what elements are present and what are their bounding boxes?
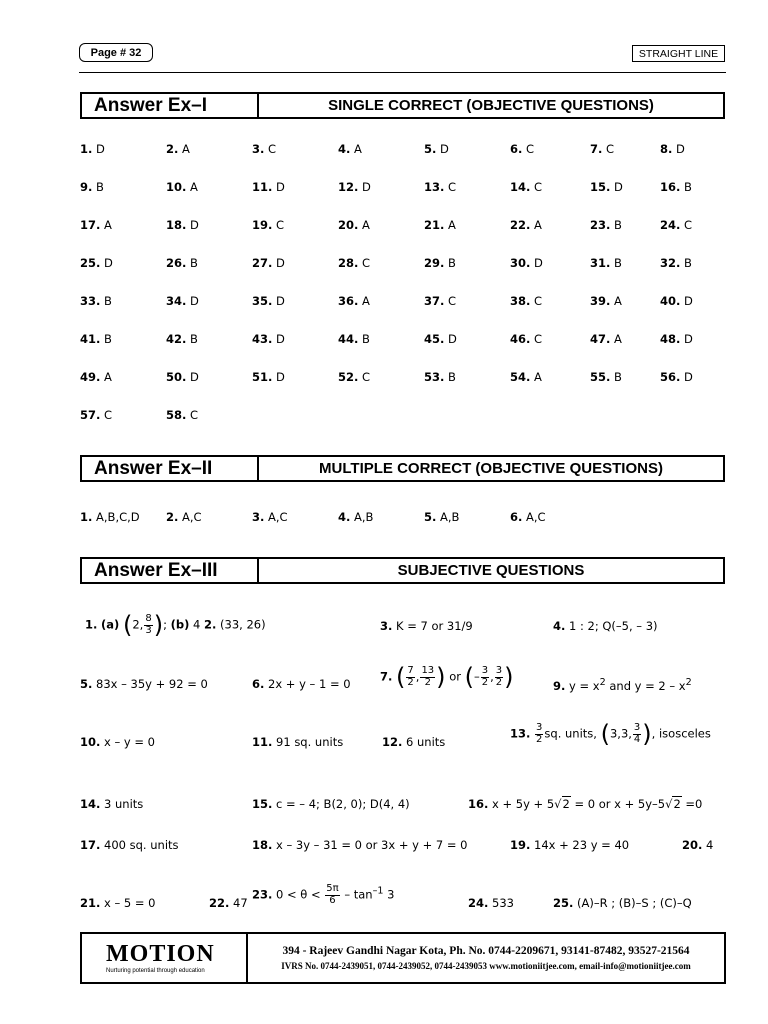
- answer-value: A: [614, 294, 622, 308]
- question-number: 44.: [338, 332, 359, 346]
- answer-item: [424, 332, 457, 346]
- answer-item: [510, 218, 542, 232]
- answer-item: [252, 142, 276, 156]
- answer-item: [80, 332, 112, 346]
- page-number-badge: Page # 32: [79, 43, 153, 62]
- answer-item: [510, 370, 542, 384]
- answer-item: [510, 510, 546, 524]
- answer-value: A: [354, 142, 362, 156]
- answer-value: D: [534, 256, 543, 270]
- answer-value: B: [362, 332, 370, 346]
- section-subtitle: SUBJECTIVE QUESTIONS: [397, 562, 585, 579]
- answer-value: A: [182, 142, 190, 156]
- question-number: 33.: [80, 294, 101, 308]
- answer-value: A,C: [182, 510, 202, 524]
- question-number: 6.: [510, 510, 523, 524]
- answer-value: B: [614, 218, 622, 232]
- question-number: 1.: [80, 510, 93, 524]
- question-number: 14.: [510, 180, 531, 194]
- answer-value: C: [276, 218, 285, 232]
- answer-value: D: [676, 142, 685, 156]
- answer-item: [80, 256, 113, 270]
- question-number: 1.: [80, 142, 93, 156]
- question-number: 49.: [80, 370, 101, 384]
- answer-item: [166, 332, 198, 346]
- motion-logo: [82, 934, 248, 982]
- answer-item: [590, 256, 622, 270]
- answer-item: [424, 370, 456, 384]
- section-subtitle: SINGLE CORRECT (OBJECTIVE QUESTIONS): [328, 97, 654, 114]
- answer-item: [166, 142, 190, 156]
- answer-item: [660, 142, 685, 156]
- question-number: 19.: [252, 218, 273, 232]
- ex3-answer-9: 9. $y = x^2$ and $y = 2 - x^2$: [553, 677, 692, 693]
- question-number: 27.: [252, 256, 273, 270]
- answer-value: D: [440, 142, 449, 156]
- answer-value: D: [362, 180, 371, 194]
- header-divider: [79, 72, 726, 73]
- answer-item: [510, 142, 534, 156]
- logo-tagline: Nurturing potential through education: [106, 968, 205, 974]
- question-number: 45.: [424, 332, 445, 346]
- answer-value: D: [614, 180, 623, 194]
- ex3-answer-10: 10. x – y = 0: [80, 735, 155, 749]
- question-number: 10.: [166, 180, 187, 194]
- answer-value: D: [276, 370, 285, 384]
- answer-item: [660, 180, 692, 194]
- answer-value: D: [684, 332, 693, 346]
- ex3-answer-7: 7. ( $\frac{7}{2}$ , $\frac{13}{2}$ ) or (– $\frac{3}{2}$ , $\frac{3}{2}$ ): [380, 663, 514, 691]
- ex3-answer-12: 12. 6 units: [382, 735, 446, 749]
- answer-item: [424, 510, 459, 524]
- ex3-answer-16: 16. x + 5y + 5√2 = 0 or x + 5y–5√2 =0: [468, 797, 703, 811]
- question-number: 21.: [424, 218, 445, 232]
- answer-item: [80, 142, 105, 156]
- answer-value: D: [96, 142, 105, 156]
- question-number: 4.: [338, 510, 351, 524]
- answer-value: A,B,C,D: [96, 510, 140, 524]
- question-number: 3.: [252, 510, 265, 524]
- answer-value: B: [190, 256, 198, 270]
- answer-item: [80, 294, 112, 308]
- answer-value: C: [362, 370, 371, 384]
- answer-value: D: [276, 256, 285, 270]
- answer-value: C: [606, 142, 615, 156]
- answer-item: [252, 332, 285, 346]
- answer-item: [590, 332, 622, 346]
- question-number: 2.: [166, 510, 179, 524]
- question-number: 46.: [510, 332, 531, 346]
- answer-value: C: [104, 408, 113, 422]
- answer-item: [252, 218, 284, 232]
- question-number: 6.: [510, 142, 523, 156]
- question-number: 15.: [590, 180, 611, 194]
- answer-value: C: [448, 294, 457, 308]
- answer-value: D: [684, 294, 693, 308]
- ex3-answer-19: 19. 14x + 23 y = 40: [510, 838, 630, 852]
- answer-value: A: [104, 218, 112, 232]
- answer-value: D: [276, 180, 285, 194]
- answer-item: [80, 218, 112, 232]
- question-number: 40.: [660, 294, 681, 308]
- question-number: 50.: [166, 370, 187, 384]
- answer-value: D: [104, 256, 113, 270]
- section-subtitle: MULTIPLE CORRECT (OBJECTIVE QUESTIONS): [319, 460, 663, 477]
- ex3-answer-18: 18. x – 3y – 31 = 0 or 3x + y + 7 = 0: [252, 838, 468, 852]
- answer-item: [166, 256, 198, 270]
- ex3-answer-6: 6. 2x + y – 1 = 0: [252, 677, 351, 691]
- answer-item: [510, 180, 542, 194]
- ex3-answer-5: 5. 83x – 35y + 92 = 0: [80, 677, 208, 691]
- answer-value: D: [190, 294, 199, 308]
- answer-value: C: [534, 332, 543, 346]
- answer-value: B: [684, 256, 692, 270]
- answer-item: [166, 408, 198, 422]
- answer-item: [660, 256, 692, 270]
- question-number: 43.: [252, 332, 273, 346]
- answer-value: D: [276, 294, 285, 308]
- answer-item: [338, 180, 371, 194]
- answer-item: [338, 218, 370, 232]
- question-number: 56.: [660, 370, 681, 384]
- answer-item: [510, 294, 542, 308]
- answer-value: A: [362, 218, 370, 232]
- question-number: 32.: [660, 256, 681, 270]
- question-number: 54.: [510, 370, 531, 384]
- answer-item: [590, 142, 614, 156]
- question-number: 48.: [660, 332, 681, 346]
- answer-value: B: [96, 180, 104, 194]
- answer-item: [252, 294, 285, 308]
- question-number: 22.: [510, 218, 531, 232]
- section-header-ex1: [80, 92, 725, 119]
- answer-value: B: [614, 370, 622, 384]
- question-number: 42.: [166, 332, 187, 346]
- section-header-ex3: [80, 557, 725, 584]
- answer-value: D: [190, 218, 199, 232]
- footer-contacts: IVRS No. 0744-2439051, 0744-2439052, 0744-2439053 www.motioniitjee.com, email-info@motioniitjee.com: [281, 961, 691, 971]
- ex3-answer-17: 17. 400 sq. units: [80, 838, 179, 852]
- question-number: 18.: [166, 218, 187, 232]
- question-number: 13.: [424, 180, 445, 194]
- answer-item: [338, 142, 362, 156]
- ex3-answer-15: 15. c = – 4; B(2, 0); D(4, 4): [252, 797, 410, 811]
- answer-value: B: [448, 256, 456, 270]
- answer-item: [80, 370, 112, 384]
- ex3-answer-4: 4. 1 : 2; Q(–5, – 3): [553, 619, 658, 633]
- answer-item: [424, 294, 456, 308]
- answer-item: [252, 256, 285, 270]
- ex3-answer-14: 14. 3 units: [80, 797, 144, 811]
- question-number: 11.: [252, 180, 273, 194]
- answer-value: C: [534, 294, 543, 308]
- answer-item: [590, 218, 622, 232]
- answer-value: A,C: [268, 510, 288, 524]
- answer-value: D: [190, 370, 199, 384]
- answer-value: A: [534, 218, 542, 232]
- question-number: 2.: [166, 142, 179, 156]
- ex3-answer-24: 24. 533: [468, 896, 514, 910]
- question-number: 29.: [424, 256, 445, 270]
- question-number: 16.: [660, 180, 681, 194]
- answer-value: A: [104, 370, 112, 384]
- answer-value: C: [268, 142, 277, 156]
- question-number: 5.: [424, 510, 437, 524]
- answer-item: [80, 180, 104, 194]
- question-number: 34.: [166, 294, 187, 308]
- answer-value: D: [276, 332, 285, 346]
- ex3-answer-23: 23. 0 < θ < $\frac{5\pi}{6}$ – $\tan^{-1} 3$: [252, 883, 395, 906]
- answer-value: D: [684, 370, 693, 384]
- answer-value: A: [534, 370, 542, 384]
- ex3-answer-21: 21. x – 5 = 0: [80, 896, 156, 910]
- question-number: 28.: [338, 256, 359, 270]
- question-number: 5.: [424, 142, 437, 156]
- question-number: 41.: [80, 332, 101, 346]
- question-number: 12.: [338, 180, 359, 194]
- answer-value: C: [526, 142, 535, 156]
- ex3-answer-22: 22. 47: [209, 896, 248, 910]
- chapter-title-badge: STRAIGHT LINE: [632, 45, 725, 62]
- answer-item: [510, 256, 543, 270]
- answer-item: [424, 218, 456, 232]
- question-number: 7.: [590, 142, 603, 156]
- logo-wordmark: MOTION: [106, 941, 215, 967]
- question-number: 58.: [166, 408, 187, 422]
- answer-item: [252, 180, 285, 194]
- answer-value: A,B: [440, 510, 460, 524]
- answer-value: C: [448, 180, 457, 194]
- answer-value: C: [534, 180, 543, 194]
- question-number: 52.: [338, 370, 359, 384]
- answer-item: [590, 294, 622, 308]
- answer-item: [80, 408, 112, 422]
- question-number: 53.: [424, 370, 445, 384]
- answer-value: B: [614, 256, 622, 270]
- question-number: 8.: [660, 142, 673, 156]
- section-title: Answer Ex–II: [82, 457, 259, 480]
- section-title: Answer Ex–I: [82, 94, 259, 117]
- answer-item: [660, 294, 693, 308]
- answer-value: A,B: [354, 510, 374, 524]
- answer-item: [660, 332, 693, 346]
- question-number: 51.: [252, 370, 273, 384]
- ex3-answer-3: 3. K = 7 or 31/9: [380, 619, 473, 633]
- question-number: 24.: [660, 218, 681, 232]
- question-number: 30.: [510, 256, 531, 270]
- ex3-answer-25: 25. (A)–R ; (B)–S ; (C)–Q: [553, 896, 692, 910]
- question-number: 55.: [590, 370, 611, 384]
- answer-item: [590, 180, 623, 194]
- question-number: 26.: [166, 256, 187, 270]
- section-header-ex2: [80, 455, 725, 482]
- answer-item: [338, 332, 370, 346]
- answer-item: [338, 294, 370, 308]
- answer-value: A,C: [526, 510, 546, 524]
- answer-value: D: [448, 332, 457, 346]
- question-number: 3.: [252, 142, 265, 156]
- answer-item: [166, 180, 198, 194]
- answer-item: [252, 510, 288, 524]
- answer-value: A: [614, 332, 622, 346]
- answer-item: [166, 218, 199, 232]
- question-number: 39.: [590, 294, 611, 308]
- question-number: 35.: [252, 294, 273, 308]
- answer-value: C: [684, 218, 693, 232]
- answer-value: B: [190, 332, 198, 346]
- answer-item: [590, 370, 622, 384]
- answer-item: [660, 218, 692, 232]
- question-number: 17.: [80, 218, 101, 232]
- question-number: 47.: [590, 332, 611, 346]
- answer-value: C: [362, 256, 371, 270]
- answer-value: A: [448, 218, 456, 232]
- answer-value: A: [362, 294, 370, 308]
- answer-item: [166, 510, 202, 524]
- answer-item: [338, 256, 370, 270]
- answer-value: B: [104, 294, 112, 308]
- section-title: Answer Ex–III: [82, 559, 259, 582]
- answer-item: [424, 256, 456, 270]
- question-number: 31.: [590, 256, 611, 270]
- question-number: 20.: [338, 218, 359, 232]
- answer-value: A: [190, 180, 198, 194]
- ex3-answer-1: 1. (a) (2, $\frac{8}{3}$ ); (b) 4 2. (33, 26): [85, 611, 266, 639]
- answer-item: [660, 370, 693, 384]
- answer-value: B: [448, 370, 456, 384]
- question-number: 25.: [80, 256, 101, 270]
- ex3-answer-11: 11. 91 sq. units: [252, 735, 344, 749]
- ex3-answer-20: 20. 4: [682, 838, 714, 852]
- question-number: 57.: [80, 408, 101, 422]
- answer-value: C: [190, 408, 199, 422]
- answer-item: [166, 294, 199, 308]
- answer-item: [424, 180, 456, 194]
- answer-value: B: [684, 180, 692, 194]
- answer-item: [80, 510, 140, 524]
- question-number: 4.: [338, 142, 351, 156]
- ex3-answer-13: 13. $\frac{3}{2}$ sq. units, (3,3, $\frac{3}{4}$ ), isosceles: [510, 720, 711, 748]
- footer-banner: [80, 932, 726, 984]
- answer-item: [424, 142, 449, 156]
- answer-value: B: [104, 332, 112, 346]
- answer-item: [338, 510, 373, 524]
- question-number: 37.: [424, 294, 445, 308]
- answer-item: [252, 370, 285, 384]
- answer-item: [338, 370, 370, 384]
- answer-item: [510, 332, 542, 346]
- question-number: 23.: [590, 218, 611, 232]
- answer-item: [166, 370, 199, 384]
- footer-contact-info: [248, 934, 724, 982]
- question-number: 38.: [510, 294, 531, 308]
- question-number: 9.: [80, 180, 93, 194]
- question-number: 36.: [338, 294, 359, 308]
- footer-address: 394 - Rajeev Gandhi Nagar Kota, Ph. No. 0744-2209671, 93141-87482, 93527-21564: [282, 945, 690, 957]
